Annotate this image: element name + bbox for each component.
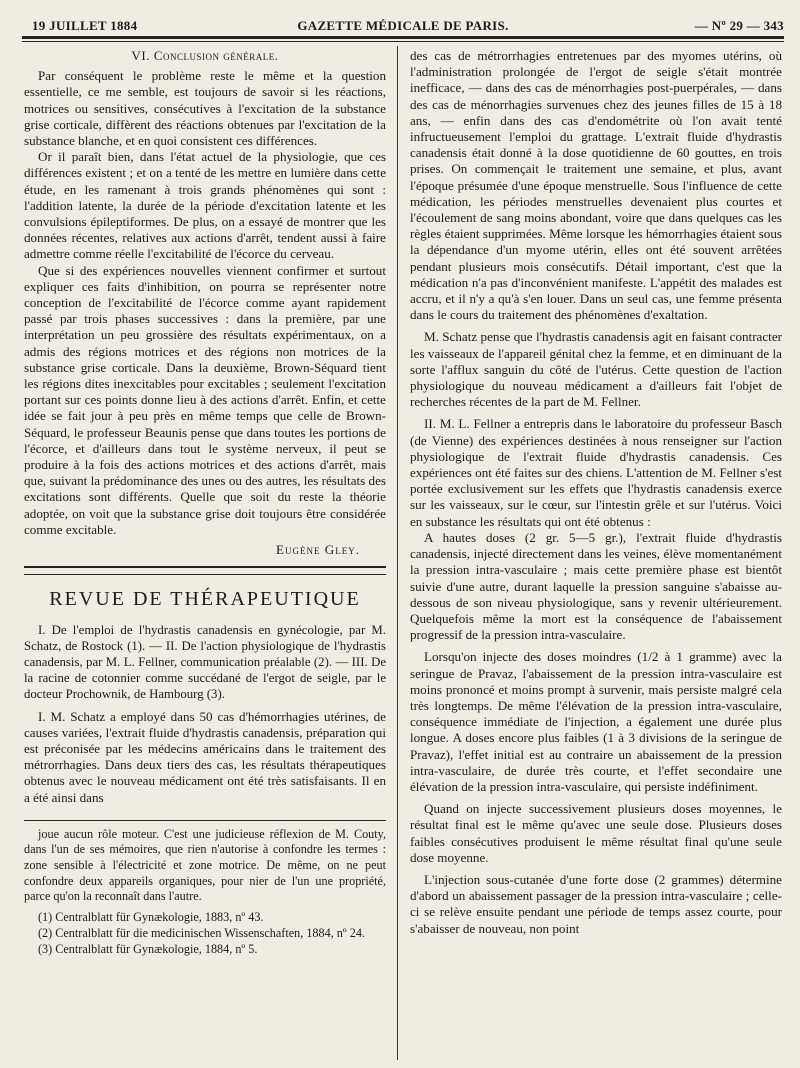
paragraph: II. M. L. Fellner a entrepris dans le laboratoire du professeur Basch (de Vienne) des expériences destinées à nous renseigner sur l'action physiologique de l'extrait fluide d'hydrastis canadensis. Ces expériences ont été faites sur des chiens. L'attention de M. Fellner s'est portée exclusivement sur les effets que l'hydrastis canadensis exerce sur les vaisseaux, sur le cœur, sur l'intestin grêle et sur l'utérus. Voici en substance les résultats qui ont été obtenus :: [410, 416, 782, 529]
footnote-1: (1) Centralblatt für Gynækologie, 1883, nº 43.: [38, 909, 264, 924]
header-rule: [22, 36, 784, 39]
revue-title: REVUE DE THÉRAPEUTIQUE: [49, 588, 361, 611]
footnote-2: (2) Centralblatt für die medicinischen Wissenschaften, 1884, nº 24.: [38, 925, 365, 940]
journal-title: GAZETTE MÉDICALE DE PARIS.: [297, 18, 509, 33]
left-column: [24, 48, 386, 1058]
footnote-continuation: joue aucun rôle moteur. C'est une judicieuse réflexion de M. Couty, dans l'un de ses mémoires, que rien n'autorise à confondre les termes : zone sensible à l'électricité et zone motrice. De même, on ne peut confondre deux appareils organiques, pour nier de l'un une propriété, parce qu'on la reconnaît dans l'autre.: [24, 826, 386, 904]
footnote-list: [24, 909, 386, 957]
paragraph: Quand on injecte successivement plusieurs doses moyennes, le résultat final est le même qu'avec une seule dose. Plusieurs doses faibles consécutives produisent le même résultat final qu'une seule dose moyenne.: [410, 801, 782, 865]
footnote-rule: [24, 820, 386, 821]
page-number: — Nº 29 — 343: [694, 18, 784, 33]
paragraph: M. Schatz pense que l'hydrastis canadensis agit en faisant contracter les vaisseaux de l'appareil génital chez la femme, et en diminuant de la sorte l'afflux sanguin du côté de l'utérus. Cette question de l'action physiologique du nouveau médicament a d'ailleurs fait l'objet de recherches récentes de la part de M. Fellner.: [410, 329, 782, 410]
right-column: [410, 48, 782, 1058]
paragraph: A hautes doses (2 gr. 5—5 gr.), l'extrait fluide d'hydrastis canadensis, injecté directement dans les veines, élève momentanément la pression intra-vasculaire ; mais cette première phase est bientôt suivie d'une autre, durant laquelle la pression sanguine s'abaisse au-dessous de son niveau physiologique, sans y revenir ultérieurement. Quelquefois même la mort est la conséquence de l'abaissement progressif de la pression intra-vasculaire.: [410, 529, 782, 643]
paragraph: Que si des expériences nouvelles viennent confirmer et surtout expliquer ces faits d'inhibition, on pourra se représenter notre conception de l'excitabilité de l'écorce comme ayant rapidement passé par trois phases successives : dans la première, par une interprétation un peu grossière des résultats expérimentaux, on a admis des régions motrices et des régions non motrices de la substance grise corticale. Dans la deuxième, Brown-Séquard tient les régions dites inexcitables pour excitables ; seulement l'excitation portant sur ces points donne lieu à des actions d'arrêt. Enfin, et cette idée se fait jour à peu près en même temps que celle de Brown-Séquard, le professeur Beaunis pense que dans toutes les portions de l'écorce, et d'ailleurs dans tout le système nerveux, il peut se produire à la fois des actions motrices et des actions d'arrêt, mais que, suivant la prédominance des unes ou des autres, les résultats des excitations sont différents. Quelle que soit du reste la théorie adoptée, on voit que la substance grise doit toujours être considérée comme excitable.: [24, 262, 386, 537]
issue-date: 19 JUILLET 1884: [32, 18, 138, 33]
paragraph: Par conséquent le problème reste le même et la question essentielle, ce me semble, est toujours de savoir si les réactions, motrices ou sensitives, consécutives à l'excitation de la substance grise corticale, diffèrent des réactions obtenues par l'excitation de la substance blanche, et en quoi consistent ces différences.: [24, 68, 386, 149]
section-separator: [24, 566, 386, 575]
paragraph: Lorsqu'on injecte des doses moindres (1/2 à 1 gramme) avec la seringue de Pravaz, l'abaissement de la pression intra-vasculaire est moins prononcé et moins prompt à survenir, mais persiste malgré cela très longtemps. De même l'élévation de la pression intra-vasculaire, conséquence immédiate de l'injection, a également une durée plus longue. A doses encore plus faibles (1 à 3 divisions de la seringue de Pravaz), l'effet initial est au contraire un abaissement de la pression intra-vasculaire, de durée très courte, et l'effet secondaire une élévation de la pression intra-vasculaire, qui persiste indéfiniment.: [410, 649, 782, 794]
paragraph: Or il paraît bien, dans l'état actuel de la physiologie, que ces différences existent ; et on a tenté de les mettre en lumière dans cette étude, en les ramenant à trois grands phénomènes qui sont : l'addition latente, la durée de la période d'excitation latente et les convulsions épileptiformes. De plus, on a essayé de montrer que les données récentes, relatives aux actions d'arrêt, tendent aussi à faire admettre comme réelle l'excitabilité de l'écorce du cerveau.: [24, 149, 386, 262]
page-header: [22, 14, 784, 38]
revue-subtitle: I. De l'emploi de l'hydrastis canadensis en gynécologie, par M. Schatz, de Rostock (1). — II. De l'action physiologique de l'hydrastis canadensis, par M. L. Fellner, communication préalable (2). — III. De la racine de cotonnier comme succédané de l'ergot de seigle, par le docteur Prochownik, de Hambourg (3).: [24, 622, 386, 702]
paragraph: L'injection sous-cutanée d'une forte dose (2 grammes) détermine d'abord un abaissement passager de la pression intra-vasculaire ; celle-ci se relève ensuite pendant une période de temps assez courte, pour s'abaisser de nouveau, non point: [410, 871, 782, 936]
header-rule-thin: [22, 41, 784, 42]
section-title: VI. Conclusion générale.: [131, 48, 279, 63]
footnote-3: (3) Centralblatt für Gynækologie, 1884, nº 5.: [38, 941, 258, 956]
column-divider: [397, 46, 398, 1060]
author-signature: Eugène Gley.: [276, 542, 360, 558]
paragraph: des cas de métrorrhagies entretenues par des myomes utérins, où l'administration prolongée de l'ergot de seigle s'était montrée inefficace, — dans des cas de ménorrhagies post-puerpérales, — dans des cas de ménorrhagies survenues chez des jeunes filles de 15 à 18 ans, — enfin dans des cas d'endométrite où l'on avait tenté infructueusement l'emploi du grattage. L'extrait fluide d'hydrastis canadensis était donné à la dose quotidienne de 60 gouttes, en trois prises. On commençait le traitement une semaine, et plus, avant l'époque présumée d'une époque menstruelle. Sous l'influence de cette médication, les périodes menstruelles devenaient plus courtes et l'écoulement de sang moins abondant, voire que dans quelques cas les règles étaient supprimées. Même lorsque les hémorrhagies étaient sous la dépendance d'un myome utérin, elles ont été souvent arrêtées pendant plusieurs mois consécutifs. Détail important, c'est que la médication n'a pas d'inconvénient manifeste. L'appétit des malades est accru, et il n'y a qu'à s'en louer. Dans un seul cas, une femme présenta dans le cours du traitement des phénomènes d'exaltation.: [410, 48, 782, 323]
paragraph: I. M. Schatz a employé dans 50 cas d'hémorrhagies utérines, de causes variées, l'extrait fluide d'hydrastis canadensis, préparation qui est préconisée par les médecins américains dans le traitement des métrorrhagies. Dans deux tiers des cas, les résultats thérapeutiques obtenus avec le nouveau médicament ont été très satisfaisants. Il en a été ainsi dans: [24, 708, 386, 805]
